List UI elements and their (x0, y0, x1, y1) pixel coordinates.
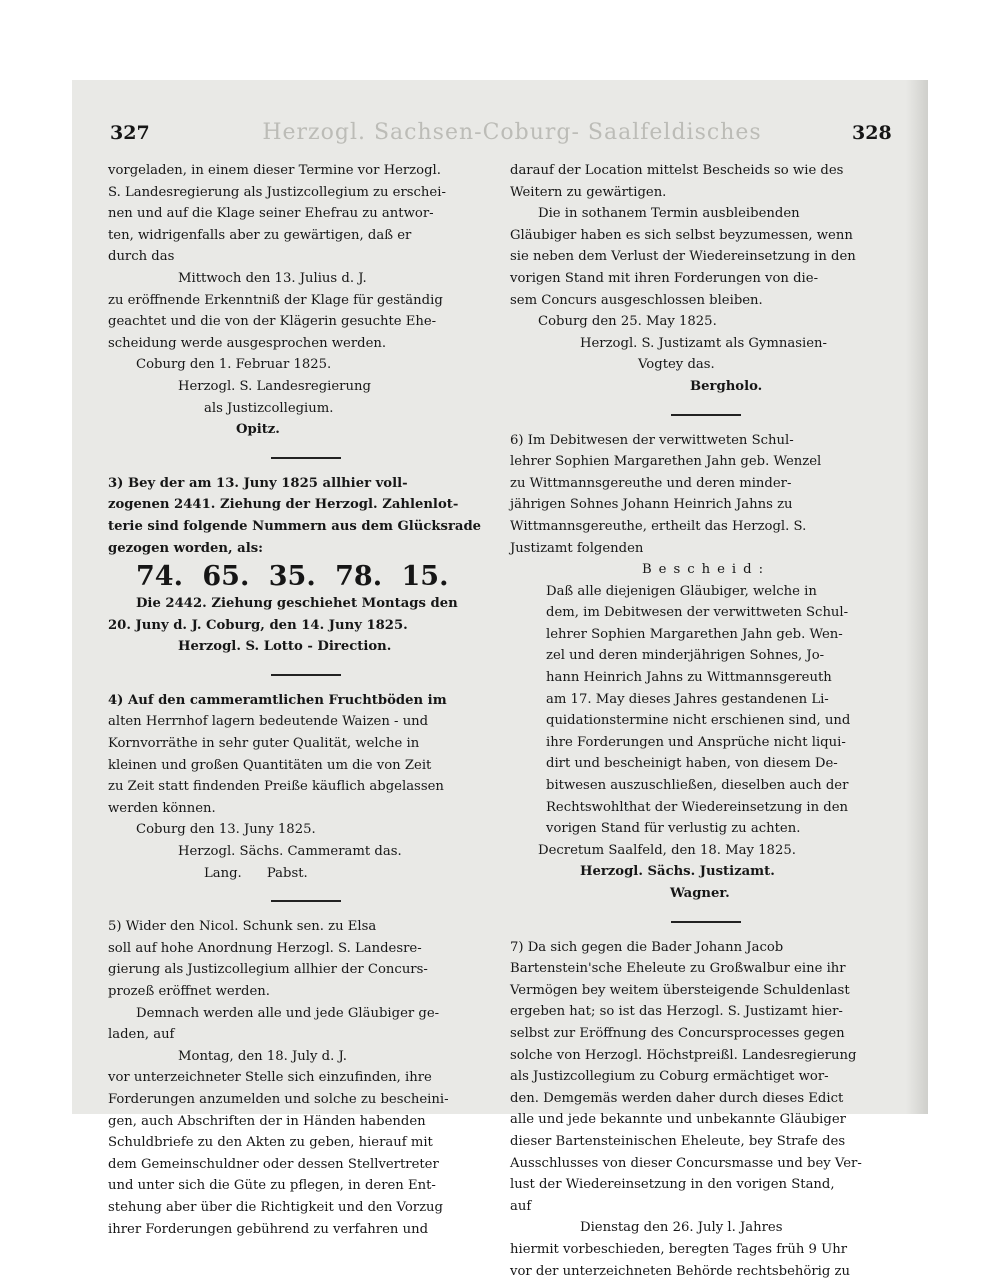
signature-name: Bergholo. (510, 376, 902, 398)
decree-heading: Bescheid: (510, 559, 902, 581)
text-line: dem Gemeinschuldner oder dessen Stellvertreter (108, 1154, 504, 1176)
text-line: sem Concurs ausgeschlossen bleiben. (510, 290, 902, 312)
section-divider (671, 414, 741, 416)
text-line: zu eröffnende Erkenntniß der Klage für geständig (108, 290, 504, 312)
text-line: auf (510, 1196, 902, 1218)
notice-bankruptcy-bartenstein (510, 937, 902, 1282)
text-line: selbst zur Eröffnung des Concursprocesses gegen (510, 1023, 902, 1045)
text-line: 20. Juny d. J. Coburg, den 14. Juny 1825. (108, 615, 504, 637)
text-line: Weitern zu gewärtigen. (510, 182, 902, 204)
text-line: Ausschlusses von dieser Concursmasse und bey Ver- (510, 1153, 902, 1175)
text-line: den. Demgemäs werden daher durch dieses Edict (510, 1088, 902, 1110)
text-line: und unter sich die Güte zu pflegen, in deren Ent- (108, 1175, 504, 1197)
text-line: gierung als Justizcollegium allhier der Concurs- (108, 959, 504, 981)
text-line: zu Zeit statt findenden Preiße käuflich abgelassen (108, 776, 504, 798)
text-line: Vermögen bey weitem übersteigende Schuldenlast (510, 980, 902, 1002)
signature: Herzogl. S. Landesregierung (108, 376, 504, 398)
page-number-right: 328 (852, 122, 892, 144)
text-line: Schuldbriefe zu den Akten zu geben, hierauf mit (108, 1132, 504, 1154)
bleed-through-header: Herzogl. Sachsen-Coburg- Saalfeldisches (252, 120, 772, 145)
text-line: kleinen und großen Quantitäten um die von Zeit (108, 755, 504, 777)
place-date: Coburg den 25. May 1825. (510, 311, 902, 333)
text-line: gen, auch Abschriften der in Händen habenden (108, 1111, 504, 1133)
notice-debit-jahn (510, 430, 902, 905)
text-line: solche von Herzogl. Höchstpreißl. Landesregierung (510, 1045, 902, 1067)
place-date: Coburg den 13. Juny 1825. (108, 819, 504, 841)
text-line: hiermit vorbeschieden, beregten Tages früh 9 Uhr (510, 1239, 902, 1261)
place-date: Coburg den 1. Februar 1825. (108, 354, 504, 376)
text-line: dem, im Debitwesen der verwittweten Schul- (546, 602, 902, 624)
text-line: nen und auf die Klage seiner Ehefrau zu antwor- (108, 203, 504, 225)
scanned-page (72, 80, 928, 1114)
signature: Herzogl. S. Lotto - Direction. (108, 636, 504, 658)
text-line: vorigen Stand für verlustig zu achten. (546, 818, 902, 840)
text-line: lehrer Sophien Margarethen Jahn geb. Wen- (546, 624, 902, 646)
text-line: durch das (108, 246, 504, 268)
text-line: Daß alle diejenigen Gläubiger, welche in (546, 581, 902, 603)
text-line: hann Heinrich Jahns zu Wittmannsgereuth (546, 667, 902, 689)
text-line: lust der Wiedereinsetzung in den vorigen Stand, (510, 1174, 902, 1196)
notice-bankruptcy-continued (510, 160, 902, 398)
text-line: am 17. May dieses Jahres gestandenen Li- (546, 689, 902, 711)
hearing-date: Mittwoch den 13. Julius d. J. (108, 268, 504, 290)
text-line: Die 2442. Ziehung geschiehet Montags den (108, 593, 504, 615)
signature-name: Wagner. (510, 883, 902, 905)
text-line: 4) Auf den cammeramtlichen Fruchtböden im (108, 690, 504, 712)
text-line: geachtet und die von der Klägerin gesuchte Ehe- (108, 311, 504, 333)
left-column (108, 160, 504, 1240)
text-line: soll auf hohe Anordnung Herzogl. S. Landesre- (108, 938, 504, 960)
text-line: alten Herrnhof lagern bedeutende Waizen - und (108, 711, 504, 733)
section-divider (271, 457, 341, 459)
page-edge-shadow (906, 80, 928, 1114)
text-line: scheidung werde ausgesprochen werden. (108, 333, 504, 355)
notice-bankruptcy-schunk (108, 916, 504, 1240)
text-line: quidationstermine nicht erschienen sind, und (546, 710, 902, 732)
text-line: vorigen Stand mit ihren Forderungen von die- (510, 268, 902, 290)
text-line: als Justizcollegium zu Coburg ermächtiget wor- (510, 1066, 902, 1088)
text-line: 6) Im Debitwesen der verwittweten Schul- (510, 430, 902, 452)
signature: als Justizcollegium. (108, 398, 504, 420)
text-line: prozeß eröffnet werden. (108, 981, 504, 1003)
text-line: dirt und bescheinigt haben, von diesem De- (546, 753, 902, 775)
text-line: dieser Bartensteinischen Eheleute, bey Strafe des (510, 1131, 902, 1153)
section-divider (271, 674, 341, 676)
text-line: gezogen worden, als: (108, 538, 504, 560)
place-date: Decretum Saalfeld, den 18. May 1825. (510, 840, 902, 862)
text-line: Forderungen anzumelden und solche zu bescheini- (108, 1089, 504, 1111)
text-line: sie neben dem Verlust der Wiedereinsetzung in den (510, 246, 902, 268)
right-column (510, 160, 902, 1282)
hearing-date: Montag, den 18. July d. J. (108, 1046, 504, 1068)
text-line: 3) Bey der am 13. Juny 1825 allhier voll- (108, 473, 504, 495)
text-line: 7) Da sich gegen die Bader Johann Jacob (510, 937, 902, 959)
text-line: stehung aber über die Richtigkeit und den Vorzug (108, 1197, 504, 1219)
text-line: Die in sothanem Termin ausbleibenden (510, 203, 902, 225)
text-line: Justizamt folgenden (510, 538, 902, 560)
text-line: Kornvorräthe in sehr guter Qualität, welche in (108, 733, 504, 755)
signature: Vogtey das. (510, 354, 902, 376)
decree-body (510, 581, 902, 840)
text-line: Rechtswohlthat der Wiedereinsetzung in den (546, 797, 902, 819)
text-line: ten, widrigenfalls aber zu gewärtigen, daß er (108, 225, 504, 247)
text-line: ihre Forderungen und Ansprüche nicht liqui- (546, 732, 902, 754)
text-line: werden können. (108, 798, 504, 820)
text-line: zogenen 2441. Ziehung der Herzogl. Zahlenlot- (108, 494, 504, 516)
text-line: terie sind folgende Nummern aus dem Glücksrade (108, 516, 504, 538)
text-line: jährigen Sohnes Johann Heinrich Jahns zu (510, 494, 902, 516)
text-line: alle und jede bekannte und unbekannte Gläubiger (510, 1109, 902, 1131)
text-line: Gläubiger haben es sich selbst beyzumessen, wenn (510, 225, 902, 247)
signature-names: Lang. Pabst. (108, 863, 504, 885)
text-line: ihrer Forderungen gebührend zu verfahren und (108, 1219, 504, 1241)
lottery-numbers: 74. 65. 35. 78. 15. (136, 561, 504, 593)
text-line: Bartenstein'sche Eheleute zu Großwalbur eine ihr (510, 958, 902, 980)
text-line: darauf der Location mittelst Bescheids so wie des (510, 160, 902, 182)
text-line: zel und deren minderjährigen Sohnes, Jo- (546, 645, 902, 667)
signature: Herzogl. Sächs. Justizamt. (510, 861, 902, 883)
page-number-left: 327 (110, 122, 150, 144)
text-line: Wittmannsgereuthe, ertheilt das Herzogl. S. (510, 516, 902, 538)
notice-grain-sale (108, 690, 504, 884)
text-line: vor der unterzeichneten Behörde rechtsbehörig zu (510, 1261, 902, 1282)
signature: Herzogl. Sächs. Cammeramt das. (108, 841, 504, 863)
hearing-date: Dienstag den 26. July l. Jahres (510, 1217, 902, 1239)
text-line: ergeben hat; so ist das Herzogl. S. Justizamt hier- (510, 1001, 902, 1023)
notice-lottery (108, 473, 504, 658)
signature-name: Opitz. (108, 419, 504, 441)
text-line: vorgeladen, in einem dieser Termine vor Herzogl. (108, 160, 504, 182)
text-line: lehrer Sophien Margarethen Jahn geb. Wenzel (510, 451, 902, 473)
notice-divorce-summons (108, 160, 504, 441)
text-line: vor unterzeichneter Stelle sich einzufinden, ihre (108, 1067, 504, 1089)
text-line: zu Wittmannsgereuthe und deren minder- (510, 473, 902, 495)
section-divider (671, 921, 741, 923)
text-line: Demnach werden alle und jede Gläubiger ge- (108, 1003, 504, 1025)
text-line: S. Landesregierung als Justizcollegium zu erschei- (108, 182, 504, 204)
text-line: bitwesen auszuschließen, dieselben auch der (546, 775, 902, 797)
section-divider (271, 900, 341, 902)
text-line: laden, auf (108, 1024, 504, 1046)
signature: Herzogl. S. Justizamt als Gymnasien- (510, 333, 902, 355)
text-line: 5) Wider den Nicol. Schunk sen. zu Elsa (108, 916, 504, 938)
